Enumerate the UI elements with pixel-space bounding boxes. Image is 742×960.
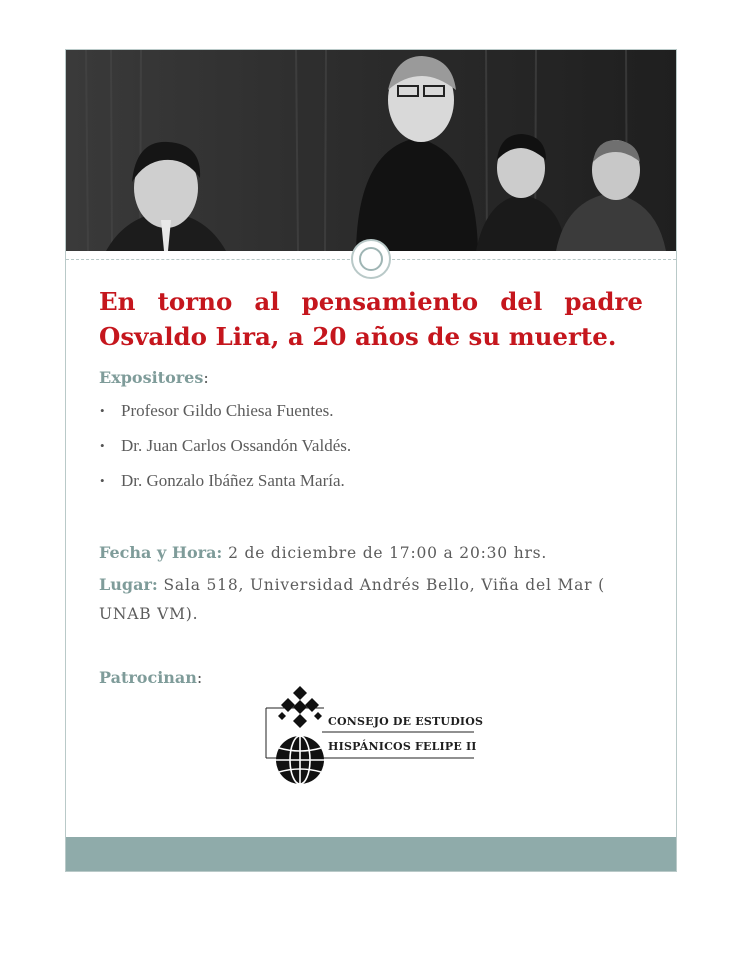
- sponsors-heading: [99, 668, 202, 687]
- footer-bar: [66, 837, 676, 871]
- speaker-name: Profesor Gildo Chiesa Fuentes.: [121, 401, 334, 420]
- event-title: En torno al pensamiento del padre Osvaldo Lira, a 20 años de su muerte.: [99, 287, 643, 351]
- list-item: [99, 471, 351, 506]
- logo-line-2: HISPÁNICOS FELIPE II: [328, 740, 477, 753]
- date-info: [99, 538, 647, 568]
- globe-cross-icon: [262, 682, 482, 788]
- list-item: [99, 436, 351, 471]
- bullet-icon: •: [100, 438, 105, 453]
- place-info: [99, 570, 647, 629]
- date-label: Fecha y Hora:: [99, 543, 223, 562]
- speaker-name: Dr. Juan Carlos Ossandón Valdés.: [121, 436, 352, 455]
- speaker-name: Dr. Gonzalo Ibáñez Santa María.: [121, 471, 345, 490]
- sponsor-logo: [262, 682, 482, 788]
- speakers-label: Expositores: [99, 368, 204, 387]
- ring-ornament: [351, 239, 391, 279]
- header-photo: [66, 50, 676, 251]
- event-flyer: [65, 49, 677, 872]
- logo-line-1: CONSEJO DE ESTUDIOS: [328, 715, 484, 728]
- bullet-icon: •: [100, 403, 105, 418]
- date-value: 2 de diciembre de 17:00 a 20:30 hrs.: [228, 544, 548, 562]
- bullet-icon: •: [100, 473, 105, 488]
- speakers-colon: :: [203, 368, 209, 387]
- place-label: Lugar:: [99, 575, 158, 594]
- speakers-list: [99, 401, 351, 506]
- sponsors-label: Patrocinan: [99, 668, 197, 687]
- sponsors-colon: :: [196, 668, 203, 687]
- list-item: [99, 401, 351, 436]
- place-value: Sala 518, Universidad Andrés Bello, Viña del Mar ( UNAB VM).: [99, 576, 605, 623]
- speakers-heading: [99, 368, 209, 387]
